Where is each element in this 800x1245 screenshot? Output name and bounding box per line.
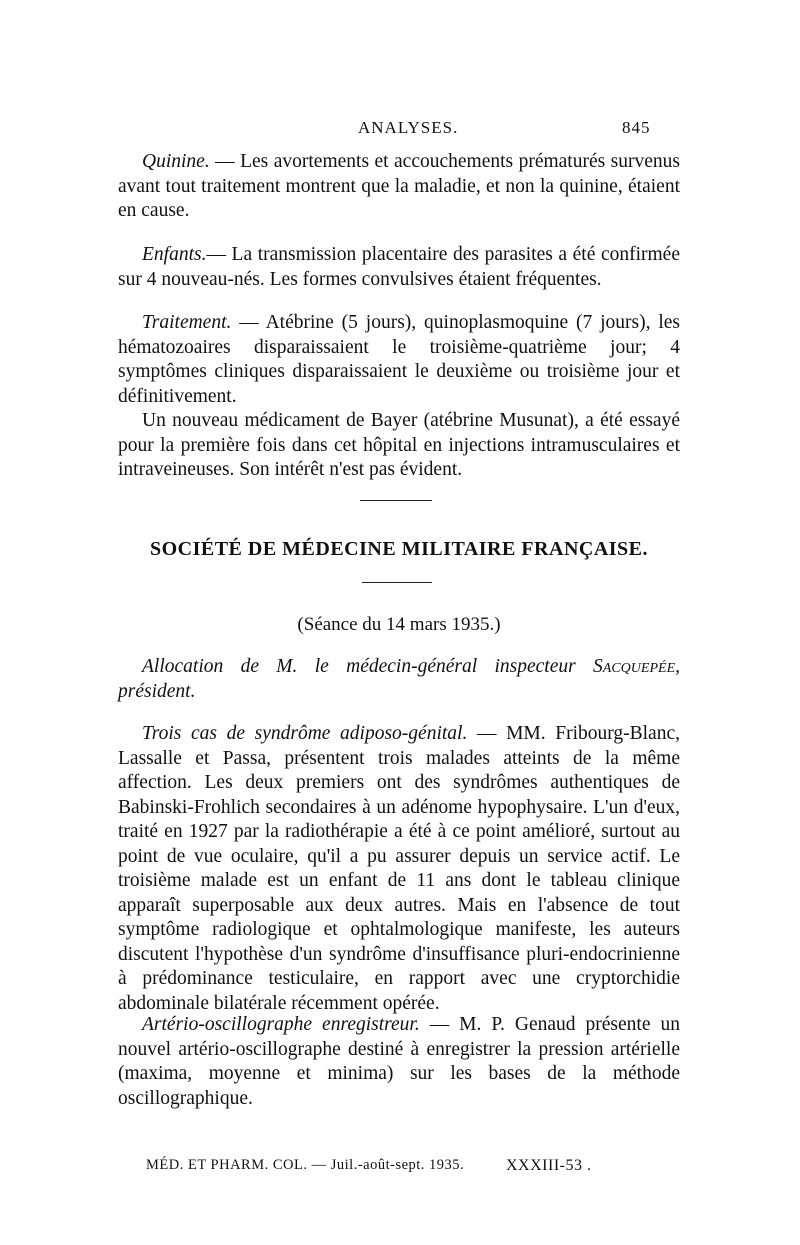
paragraph-bayer: Un nouveau médicament de Bayer (atébrine Musunat), a été essayé pour la première fois dans cet hôpital en injections intramusculaires et intraveineuses. Son intérêt n'est pas évident. — [118, 410, 680, 480]
section-divider-bottom — [362, 582, 432, 583]
paragraph-text: — Les avortements et accouchements prématurés survenus avant tout traitement montrent que la maladie, et non la quinine, étaient en cause. — [118, 151, 680, 221]
paragraph-lead: Traitement. — [142, 312, 232, 333]
running-head-title: ANALYSES. — [358, 118, 459, 137]
paragraph-lead: Trois cas de syndrôme adiposo-génital. — [142, 723, 468, 744]
paragraph-text: — Atébrine (5 jours), quinoplasmoquine (7 jours), les hématozoaires disparaissaient le troisième-quatrième jour; 4 symptômes cliniques disparaissaient le deuxième ou troisième jour et définitivement. — [118, 312, 680, 407]
footer-signature: XXXIII-53 . — [506, 1157, 592, 1174]
page-number: 845 — [622, 118, 651, 137]
paragraph-arterio — [118, 1013, 680, 1111]
allocation-name: Sacquepée — [593, 656, 676, 677]
paragraph-allocation — [118, 655, 680, 704]
paragraph-text: — La transmission placentaire des parasites a été confirmée sur 4 nouveau-nés. Les formes convulsives étaient fréquentes. — [118, 244, 680, 290]
section-divider-top — [360, 500, 432, 501]
seance-date: (Séance du 14 mars 1935.) — [297, 614, 501, 635]
paragraph-text: — M. P. Genaud présente un nouvel artério-oscillographe destiné à enregistrer la pression artérielle (maxima, moyenne et minima) sur les bases de la méthode oscillographique. — [118, 1014, 680, 1109]
footer-journal: MÉD. ET PHARM. COL. — Juil.-août-sept. 1935. — [146, 1157, 465, 1173]
paragraph-trois-cas — [118, 722, 680, 1016]
paragraph-quinine — [118, 150, 680, 224]
paragraph-text: — MM. Fribourg-Blanc, Lassalle et Passa, présentent trois malades atteints de la même affection. Les deux premiers ont des syndrômes authentiques de Babinski-Frohlich secondaires à un adénome hypophysaire. L'un d'eux, traité en 1927 par la radiothérapie a été à ce point amélioré, surtout au point de vue oculaire, qu'il a pu assurer depuis un service actif. Le troisième malade est un enfant de 11 ans dont le tableau clinique apparaît superposable aux deux autres. Mais en l'absence de tout symptôme radiologique et ophtalmologique manifeste, les auteurs discutent l'hypothèse d'un syndrôme d'insuffisance pluri-endocrinienne à prédominance testiculaire, en rapport avec une cryptorchidie abdominale bilatérale récemment opérée. — [118, 723, 680, 1014]
allocation-tail: , président. — [118, 656, 680, 702]
paragraph-traitement — [118, 311, 680, 483]
allocation-lead: Allocation de M. le médecin-général inspecteur — [142, 656, 576, 677]
paragraph-lead: Quinine. — [142, 151, 210, 172]
paragraph-lead: Artério-oscillographe enregistreur. — [142, 1014, 420, 1035]
paragraph-enfants — [118, 243, 680, 292]
section-title: SOCIÉTÉ DE MÉDECINE MILITAIRE FRANÇAISE. — [149, 538, 649, 560]
running-head — [0, 118, 800, 142]
paragraph-lead: Enfants. — [142, 244, 207, 265]
